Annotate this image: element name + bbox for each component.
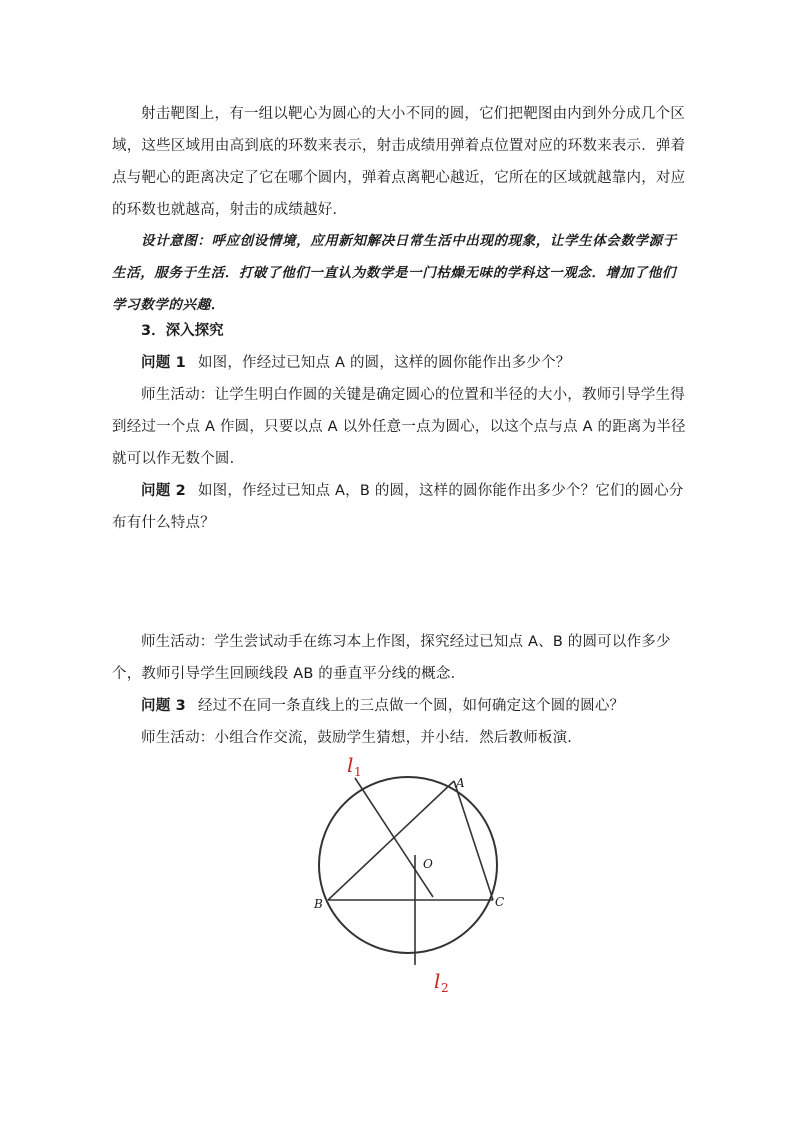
- question-2-text: 如图，作经过已知点 A，B 的圆，这样的圆你能作出多少个？它们的圆心分布有什么特点？: [112, 483, 684, 531]
- segment-ab: [328, 781, 454, 900]
- circle-figure: [290, 750, 530, 1000]
- perpendicular-bisector-l1: [355, 778, 433, 897]
- question-3-text: 经过不在同一条直线上的三点做一个圆，如何确定这个圆的圆心？: [197, 698, 625, 714]
- point-c-label: C: [495, 895, 505, 909]
- line-l1-label: l: [347, 753, 354, 777]
- segment-ac: [454, 781, 493, 900]
- question-2-label: 问题 2: [141, 483, 186, 499]
- line-l1-subscript: 1: [354, 765, 362, 779]
- point-a-label: A: [456, 776, 465, 790]
- circumcircle: [319, 777, 497, 953]
- target-paragraph: 射击靶图上，有一组以靶心为圆心的大小不同的圆，它们把靶图由内到外分成几个区域，这些区域用由高到底的环数来表示，射击成绩用弹着点位置对应的环数来表示．弹着点与靶心的距离决定了它在哪个圆内，弹着点离靶心越近，它所在的区域就越靠内，对应的环数也就越高，射击的成绩越好．: [112, 106, 686, 218]
- design-intent-paragraph: 设计意图：呼应创设情境，应用新知解决日常生活中出现的现象，让学生体会数学源于生活，服务于生活．打破了他们一直认为数学是一门枯燥无味的学科这一观念．增加了他们学习数学的兴趣．: [112, 233, 677, 313]
- section-heading: 3．深入探究: [141, 323, 224, 339]
- question-1-activity: 师生活动：让学生明白作圆的关键是确定圆心的位置和半径的大小，教师引导学生得到经过一个点 A 作圆，只要以点 A 以外任意一点为圆心，以这个点与点 A 的距离为半径就可以作无数个圆．: [112, 387, 686, 467]
- question-1: [112, 347, 690, 379]
- point-b-label: B: [314, 897, 323, 911]
- question-3-label: 问题 3: [141, 698, 186, 714]
- question-3-activity: 师生活动：小组合作交流，鼓励学生猜想，并小结．然后教师板演．: [141, 730, 582, 746]
- question-3: [112, 690, 690, 722]
- question-2: [112, 475, 690, 539]
- question-1-text: 如图，作经过已知点 A 的圆，这样的圆你能作出多少个？: [197, 355, 571, 371]
- line-l2-subscript: 2: [441, 981, 449, 995]
- line-l2-label: l: [434, 969, 441, 993]
- question-1-label: 问题 1: [141, 355, 186, 371]
- geometry-diagram: [290, 750, 530, 1000]
- point-o-label: O: [423, 857, 433, 871]
- question-2-activity: 师生活动：学生尝试动手在练习本上作图，探究经过已知点 A、B 的圆可以作多少个，教师引导学生回顾线段 AB 的垂直平分线的概念．: [112, 634, 671, 682]
